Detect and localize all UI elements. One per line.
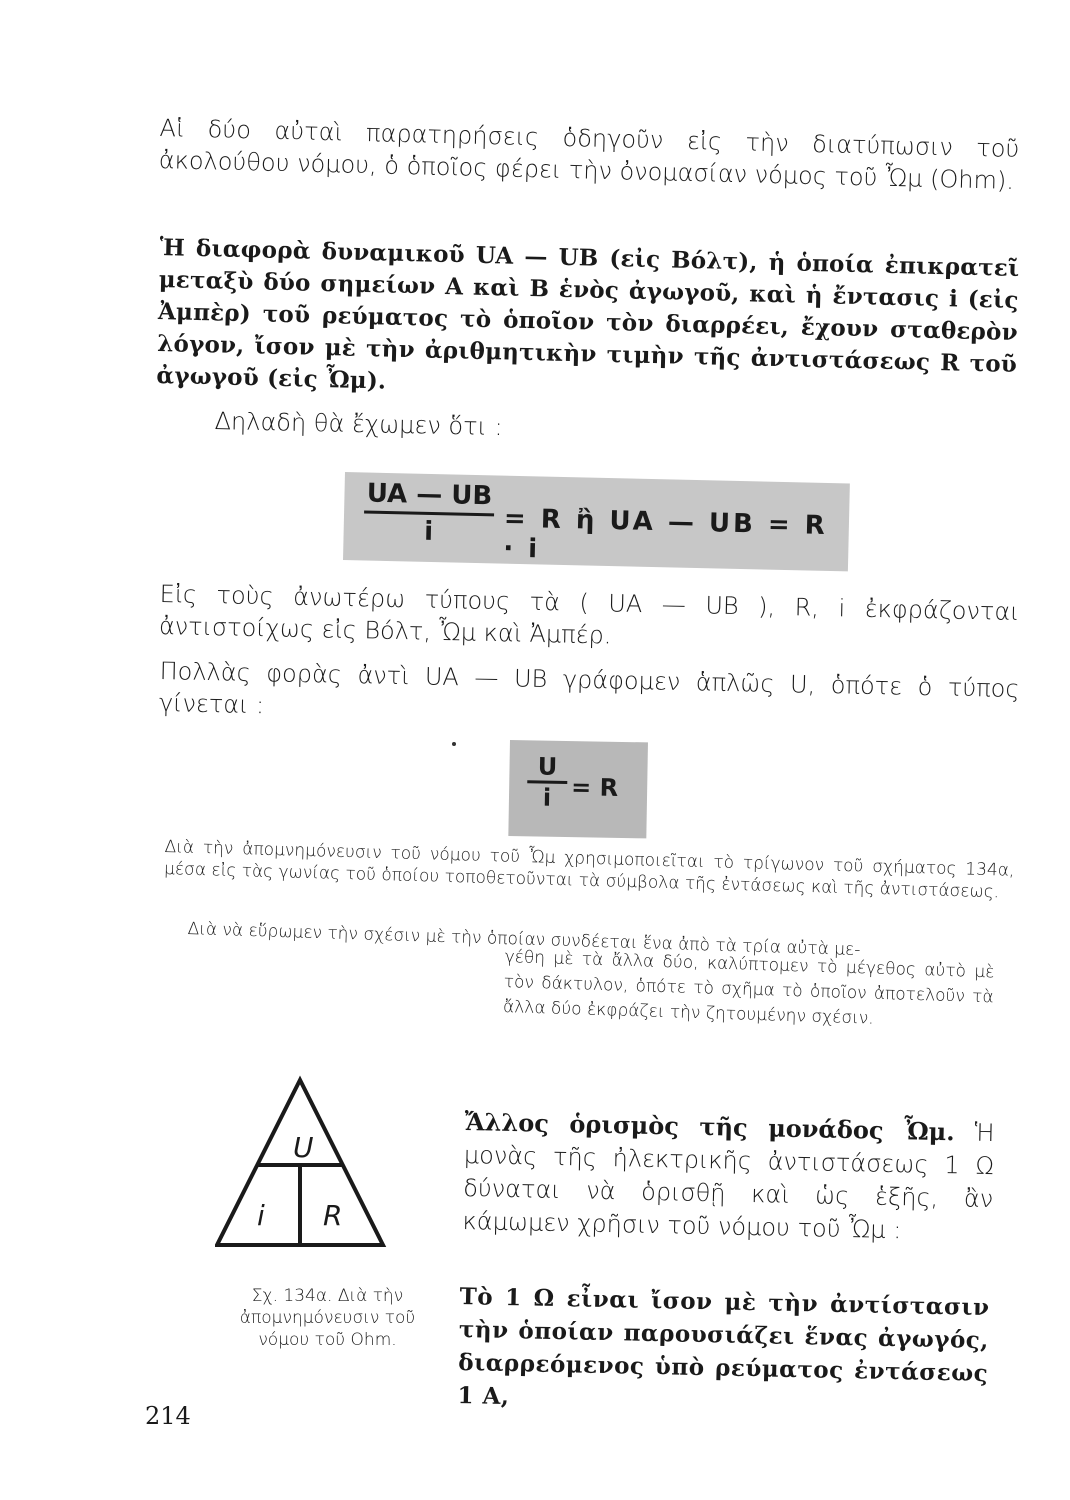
definition-bold-statement: Τὸ 1 Ω εἶναι ἴσον μὲ τὴν ἀντίστασιν τὴν ὁποίαν παρουσιάζει ἕνας ἀγωγός, διαρρεόμενος ὑπὸ ρεύματος ἐντάσεως 1 A,: [457, 1282, 990, 1411]
page-number: 214: [145, 1402, 191, 1430]
simple-formula-box: [508, 740, 648, 838]
simple-formula-rest: = R: [570, 773, 619, 802]
formula-fraction: [363, 478, 494, 548]
triangle-label-i: i: [257, 1199, 265, 1232]
simplify-paragraph: Πολλὰς φορὰς ἀντὶ UA — UB γράφομεν ἁπλῶς U, ὁπότε ὁ τύπος γίνεται :: [158, 656, 1020, 720]
definition-heading: Ἄλλος ὁρισμὸς τῆς μονάδος Ὦμ.: [464, 1106, 955, 1147]
units-paragraph: Εἰς τοὺς ἀνωτέρω τύπους τὰ ( UA — UB ), R, i ἐκφράζονται ἀντιστοίχως εἰς Βόλτ, Ὦμ καὶ Ἀμπέρ.: [158, 579, 1020, 650]
formula-denominator: i: [423, 516, 434, 548]
definition-paragraph: [462, 1105, 995, 1249]
intro-paragraph: Αἱ δύο αὐταὶ παρατηρήσεις ὁδηγοῦν εἰς τὴν διατύπωσιν τοῦ ἀκολούθου νόμου, ὁ ὁποῖος φέρει τὴν ὀνομασίαν νόμος τοῦ Ὦμ (Ohm).: [158, 113, 1020, 195]
triangle-usage-rest: γέθη μὲ τὰ ἄλλα δύο, καλύπτομεν τὸ μέγεθος αὐτὸ μὲ τὸν δάκτυλον, ὁπότε τὸ σχῆμα τὸ ὁποῖον ἀποτελοῦν τὰ ἄλλα δύο ἐκφράζει τὴν ζητουμένην σχέσιν.: [502, 946, 995, 1029]
triangle-label-u: U: [293, 1131, 314, 1164]
simple-formula-fraction: [527, 752, 568, 812]
simple-formula-denominator: i: [542, 783, 552, 812]
simple-formula-numerator: U: [527, 752, 568, 784]
triangle-label-r: R: [323, 1199, 343, 1232]
print-speck: [452, 742, 456, 746]
formula-numerator: UA — UB: [364, 478, 495, 516]
definition-text: Ἡ μονὰς τῆς ἠλεκτρικῆς ἀντιστάσεως 1 Ω δύναται νὰ ὁρισθῇ καὶ ὡς ἑξῆς, ἂν κάμωμεν χρῆσιν τοῦ νόμου τοῦ Ὦμ :: [462, 1118, 995, 1245]
figure-caption: Σχ. 134α. Διὰ τὴν ἀπομνημόνευσιν τοῦ νόμου τοῦ Ohm.: [239, 1286, 416, 1350]
formula-rest: = R ἢ UA — UB = R · i: [502, 503, 829, 565]
ohm-law-statement: Ἡ διαφορὰ δυναμικοῦ UA — UB (εἰς Βόλτ), ἡ ὁποία ἐπικρατεῖ μεταξὺ δύο σημείων Α καὶ Β ἑνὸς ἀγωγοῦ, καὶ ἡ ἔντασις i (εἰς Ἀμπὲρ) τοῦ ρεύματος τὸ ὁποῖον τὸν διαρρέει, ἔχουν σταθερὸν λόγον, ἴσον μὲ τὴν ἀριθμητικὴν τιμὴν τῆς ἀντιστάσεως R τοῦ ἀγωγοῦ (εἰς Ὦμ).: [156, 233, 1020, 395]
ohm-formula-box: [343, 472, 850, 571]
triangle-usage-line: Διὰ νὰ εὕρωμεν τὴν σχέσιν μὲ τὴν ὁποίαν συνδέεται ἕνα ἀπὸ τὰ τρία αὐτὰ με-: [187, 918, 861, 961]
triangle-explanation: Διὰ τὴν ἀπομνημόνευσιν τοῦ νόμου τοῦ Ὦμ χρησιμοποιεῖται τὸ τρίγωνον τοῦ σχήματος 134α, μέσα εἰς τὰς γωνίας τοῦ ὁποίου τοποθετοῦνται τὰ σύμβολα τῆς ἐντάσεως καὶ τῆς ἀντιστάσεως.: [163, 836, 1015, 903]
formula-intro: Δηλαδὴ θὰ ἔχωμεν ὅτι :: [214, 406, 503, 442]
ohm-triangle-figure: [215, 1075, 415, 1250]
